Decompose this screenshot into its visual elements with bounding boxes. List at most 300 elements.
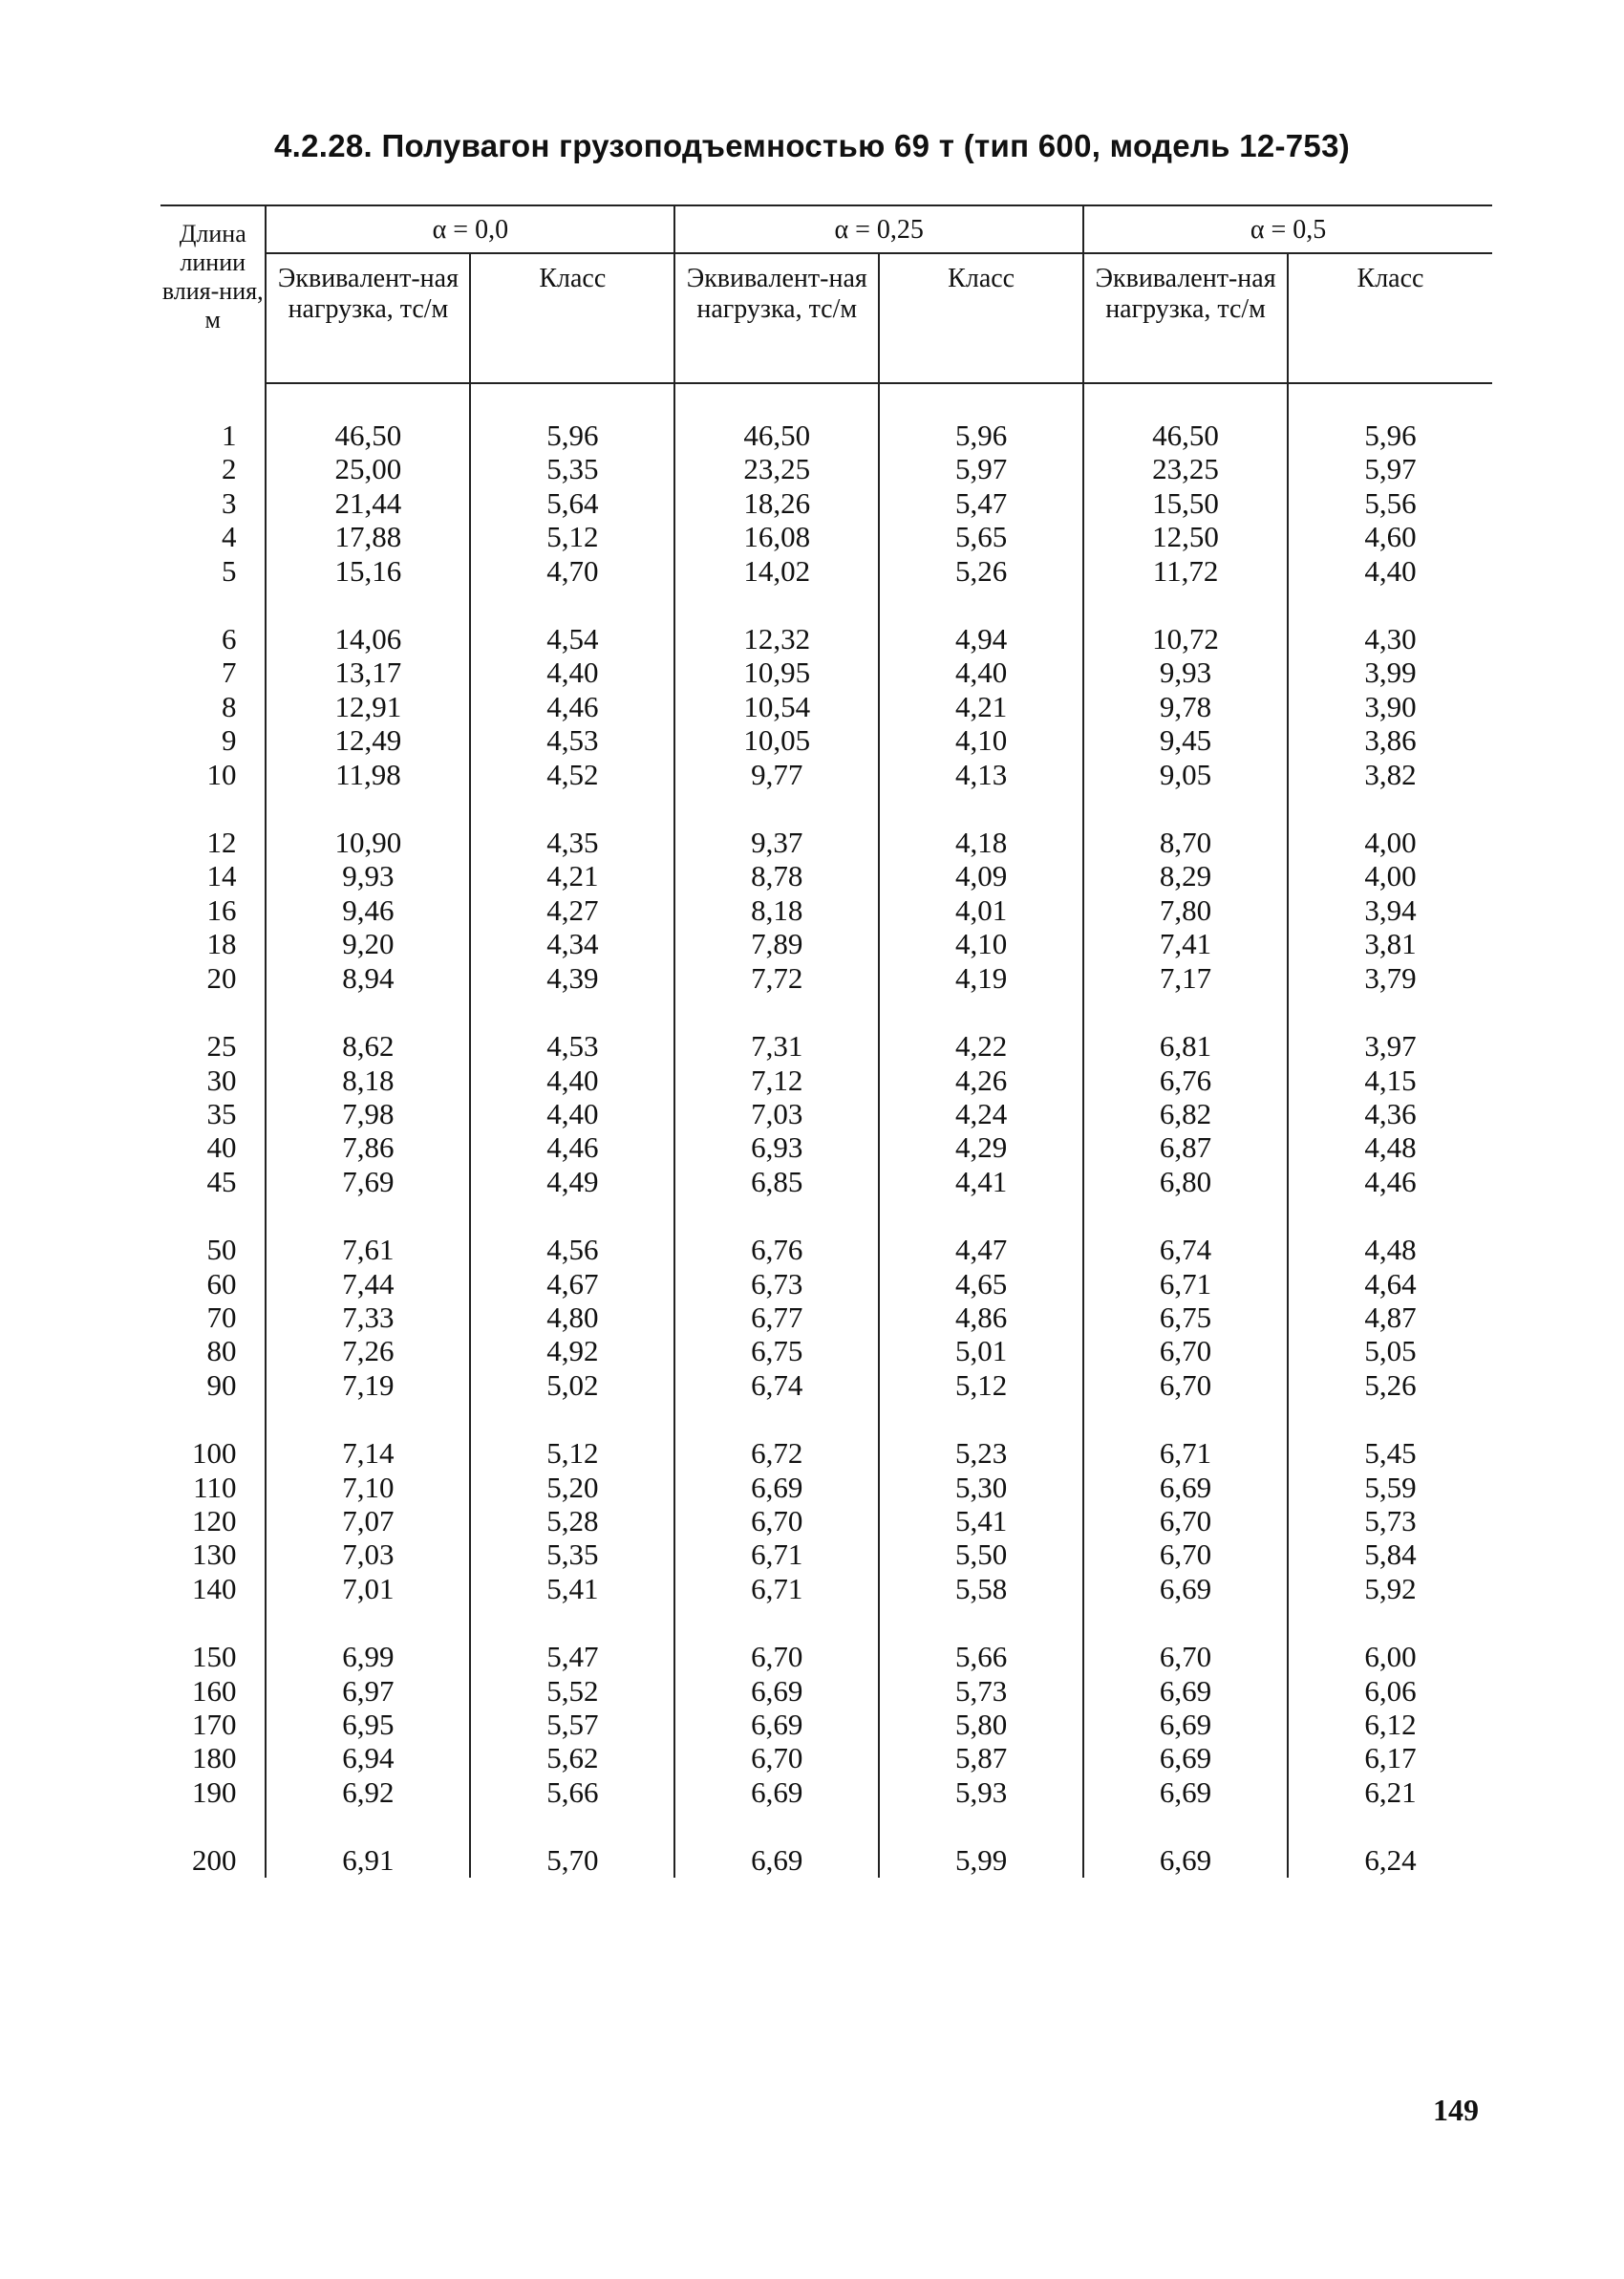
spacer-cell (266, 1402, 470, 1436)
class-cell: 4,24 (879, 1097, 1083, 1130)
class-cell: 4,52 (470, 758, 674, 791)
table-row (160, 826, 1492, 859)
class-cell: 4,80 (470, 1301, 674, 1334)
load-cell: 8,18 (674, 893, 879, 927)
load-cell: 6,85 (674, 1165, 879, 1198)
group-spacer (160, 791, 1492, 826)
class-cell: 4,53 (470, 1029, 674, 1063)
class-cell: 4,56 (470, 1233, 674, 1266)
load-cell: 6,70 (674, 1504, 879, 1537)
load-cell: 21,44 (266, 486, 470, 520)
load-cell: 14,06 (266, 622, 470, 656)
table-row (160, 419, 1492, 452)
load-cell: 8,94 (266, 961, 470, 995)
class-cell: 4,26 (879, 1064, 1083, 1097)
load-cell: 10,72 (1083, 622, 1288, 656)
spacer-cell (879, 1605, 1083, 1640)
length-cell: 8 (160, 690, 266, 723)
class-cell: 3,82 (1364, 757, 1417, 791)
table-row (160, 1741, 1492, 1774)
load-cell: 6,69 (1083, 1471, 1288, 1504)
length-cell: 160 (160, 1674, 266, 1708)
class-cell: 4,67 (470, 1267, 674, 1301)
load-cell: 46,50 (674, 419, 879, 452)
spacer-cell (879, 383, 1083, 419)
load-cell: 9,93 (266, 859, 470, 892)
load-cell: 9,05 (1083, 758, 1288, 791)
class-cell: 4,40 (470, 1097, 674, 1130)
spacer-cell (1288, 1809, 1492, 1843)
length-cell: 150 (160, 1640, 266, 1673)
load-cell: 15,50 (1083, 486, 1288, 520)
class-cell: 6,21 (1364, 1774, 1417, 1809)
class-cell: 4,00 (1364, 859, 1417, 893)
length-cell: 14 (160, 859, 266, 892)
spacer-cell (470, 1198, 674, 1233)
class-cell: 3,97 (1364, 1029, 1417, 1064)
load-cell: 14,02 (674, 554, 879, 588)
class-cell: 4,40 (1364, 553, 1417, 588)
load-cell: 9,20 (266, 927, 470, 960)
load-cell: 6,92 (266, 1775, 470, 1809)
table-row (160, 1471, 1492, 1504)
load-cell: 6,69 (1083, 1741, 1288, 1774)
table-row (160, 859, 1492, 892)
class-cell: 4,48 (1364, 1233, 1417, 1267)
class-cell: 5,01 (879, 1334, 1083, 1367)
load-cell: 7,86 (266, 1130, 470, 1164)
class-cell: 4,40 (470, 1064, 674, 1097)
class-cell: 5,20 (470, 1471, 674, 1504)
class-cell: 5,50 (879, 1537, 1083, 1571)
load-cell: 7,89 (674, 927, 879, 960)
group-spacer (160, 588, 1492, 622)
class-cell: 4,13 (879, 758, 1083, 791)
class-cell: 5,65 (879, 520, 1083, 553)
length-cell: 7 (160, 656, 266, 689)
class-cell: 5,66 (470, 1775, 674, 1809)
spacer-cell (879, 1809, 1083, 1843)
spacer-cell (1288, 1402, 1492, 1436)
length-cell: 18 (160, 927, 266, 960)
spacer-cell (1288, 588, 1492, 622)
load-cell: 7,80 (1083, 893, 1288, 927)
class-cell: 4,64 (1364, 1266, 1417, 1301)
spacer-cell (470, 1402, 674, 1436)
load-cell: 6,91 (266, 1843, 470, 1877)
load-cell: 6,82 (1083, 1097, 1288, 1130)
load-cell: 6,69 (1083, 1843, 1288, 1877)
spacer-cell (1083, 995, 1288, 1029)
length-cell: 170 (160, 1708, 266, 1741)
table-row (160, 1301, 1492, 1334)
length-cell: 30 (160, 1064, 266, 1097)
load-cell: 12,32 (674, 622, 879, 656)
length-cell: 40 (160, 1130, 266, 1164)
load-cell: 6,71 (674, 1572, 879, 1605)
class-column-header: Класс (879, 253, 1083, 383)
length-cell: 100 (160, 1436, 266, 1470)
table-row (160, 520, 1492, 553)
load-cell: 10,05 (674, 723, 879, 757)
table-row (160, 554, 1492, 588)
length-cell: 3 (160, 486, 266, 520)
class-cell: 5,96 (1364, 419, 1417, 452)
table-row (160, 656, 1492, 689)
class-cell: 3,79 (1364, 960, 1417, 995)
class-cell: 5,87 (879, 1741, 1083, 1774)
spacer-cell (1083, 1809, 1288, 1843)
class-cell: 5,35 (470, 1537, 674, 1571)
load-cell: 6,76 (1083, 1064, 1288, 1097)
class-cell: 5,05 (1364, 1334, 1417, 1368)
class-cell: 4,60 (1364, 520, 1417, 554)
class-cell: 4,21 (470, 859, 674, 892)
load-column-header: Эквивалент-ная нагрузка, тс/м (1083, 253, 1288, 383)
class-cell: 5,12 (470, 1436, 674, 1470)
load-cell: 7,19 (266, 1368, 470, 1402)
load-cell: 6,69 (1083, 1708, 1288, 1741)
spacer-cell (674, 1198, 879, 1233)
length-cell: 140 (160, 1572, 266, 1605)
load-cell: 6,94 (266, 1741, 470, 1774)
alpha-group-header: α = 0,5 (1083, 205, 1492, 253)
spacer-cell (160, 1605, 266, 1640)
class-cell: 4,94 (879, 622, 1083, 656)
class-cell: 6,00 (1364, 1640, 1417, 1674)
class-cell: 4,48 (1364, 1130, 1417, 1165)
load-cell: 6,72 (674, 1436, 879, 1470)
class-cell: 5,52 (470, 1674, 674, 1708)
class-cell: 4,49 (470, 1165, 674, 1198)
class-cell: 4,27 (470, 893, 674, 927)
class-cell: 5,23 (879, 1436, 1083, 1470)
group-spacer (160, 995, 1492, 1029)
class-cell: 5,97 (879, 452, 1083, 485)
table-row (160, 1334, 1492, 1367)
class-cell: 5,59 (1364, 1470, 1417, 1504)
class-cell: 4,70 (470, 554, 674, 588)
length-cell: 90 (160, 1368, 266, 1402)
table-row (160, 1436, 1492, 1470)
group-spacer (160, 1605, 1492, 1640)
class-cell: 3,81 (1364, 927, 1417, 961)
load-cell: 6,80 (1083, 1165, 1288, 1198)
spacer-cell (1083, 1198, 1288, 1233)
class-cell: 5,58 (879, 1572, 1083, 1605)
load-cell: 6,70 (674, 1741, 879, 1774)
length-cell: 16 (160, 893, 266, 927)
load-cell: 7,31 (674, 1029, 879, 1063)
load-cell: 6,69 (1083, 1572, 1288, 1605)
length-cell: 120 (160, 1504, 266, 1537)
spacer-cell (879, 1402, 1083, 1436)
table-body (160, 383, 1492, 1878)
load-cell: 6,69 (674, 1708, 879, 1741)
load-cell: 6,70 (1083, 1368, 1288, 1402)
spacer-cell (1083, 791, 1288, 826)
spacer-cell (1288, 791, 1492, 826)
class-cell: 4,35 (470, 826, 674, 859)
length-column-header: Длина линии влия-ния, м (160, 205, 266, 383)
spacer-cell (674, 1605, 879, 1640)
class-cell: 3,94 (1364, 892, 1417, 927)
length-cell: 180 (160, 1741, 266, 1774)
length-cell: 25 (160, 1029, 266, 1063)
load-cell: 7,72 (674, 961, 879, 995)
table-row (160, 1504, 1492, 1537)
length-cell: 6 (160, 622, 266, 656)
length-cell: 70 (160, 1301, 266, 1334)
table-row (160, 893, 1492, 927)
table-row (160, 758, 1492, 791)
load-cell: 7,41 (1083, 927, 1288, 960)
class-cell: 5,12 (470, 520, 674, 553)
class-cell: 5,41 (879, 1504, 1083, 1537)
alpha-group-header: α = 0,0 (266, 205, 674, 253)
spacer-cell (160, 1198, 266, 1233)
spacer-cell (160, 383, 266, 419)
spacer-cell (879, 995, 1083, 1029)
length-cell: 9 (160, 723, 266, 757)
load-cell: 6,99 (266, 1640, 470, 1673)
table-row (160, 961, 1492, 995)
load-cell: 6,70 (1083, 1504, 1288, 1537)
load-cell: 8,78 (674, 859, 879, 892)
class-cell: 4,39 (470, 961, 674, 995)
class-cell: 5,41 (470, 1572, 674, 1605)
load-cell: 16,08 (674, 520, 879, 553)
class-cell: 5,97 (1364, 452, 1417, 486)
spacer-cell (470, 1605, 674, 1640)
load-cell: 8,70 (1083, 826, 1288, 859)
class-cell: 4,47 (879, 1233, 1083, 1266)
class-cell: 4,10 (879, 927, 1083, 960)
load-cell: 6,71 (1083, 1267, 1288, 1301)
class-cell: 4,46 (1364, 1164, 1417, 1198)
load-cell: 6,70 (1083, 1334, 1288, 1367)
class-cell: 6,24 (1364, 1843, 1417, 1878)
alpha-group-header: α = 0,25 (674, 205, 1083, 253)
load-cell: 6,71 (674, 1537, 879, 1571)
table-row (160, 1674, 1492, 1708)
class-cell: 5,56 (1364, 485, 1417, 520)
class-cell: 4,30 (1364, 622, 1417, 656)
table-row (160, 1537, 1492, 1571)
class-cell: 3,86 (1364, 723, 1417, 758)
spacer-cell (674, 383, 879, 419)
load-cell: 7,17 (1083, 961, 1288, 995)
load-cell: 6,75 (674, 1334, 879, 1367)
load-cell: 10,90 (266, 826, 470, 859)
spacer-cell (1083, 1605, 1288, 1640)
load-cell: 6,75 (1083, 1301, 1288, 1334)
length-cell: 50 (160, 1233, 266, 1266)
load-cell: 6,69 (674, 1471, 879, 1504)
class-cell: 4,29 (879, 1130, 1083, 1164)
class-cell: 5,26 (879, 554, 1083, 588)
load-cell: 9,93 (1083, 656, 1288, 689)
spacer-cell (160, 791, 266, 826)
spacer-cell (1288, 995, 1492, 1029)
class-cell: 4,22 (879, 1029, 1083, 1063)
table-row (160, 927, 1492, 960)
load-cell: 10,54 (674, 690, 879, 723)
load-cell: 6,73 (674, 1267, 879, 1301)
length-cell: 10 (160, 758, 266, 791)
class-cell: 5,62 (470, 1741, 674, 1774)
spacer-cell (160, 1402, 266, 1436)
length-cell: 5 (160, 554, 266, 588)
load-cell: 23,25 (1083, 452, 1288, 485)
class-cell: 5,28 (470, 1504, 674, 1537)
length-cell: 35 (160, 1097, 266, 1130)
class-cell: 5,92 (1364, 1571, 1417, 1605)
table-row (160, 1029, 1492, 1063)
load-cell: 7,61 (266, 1233, 470, 1266)
table-row (160, 1843, 1492, 1877)
class-cell: 4,65 (879, 1267, 1083, 1301)
load-cell: 6,87 (1083, 1130, 1288, 1164)
class-cell: 4,09 (879, 859, 1083, 892)
class-cell: 5,70 (470, 1843, 674, 1877)
spacer-cell (1083, 588, 1288, 622)
class-cell: 4,01 (879, 893, 1083, 927)
load-cell: 6,69 (1083, 1775, 1288, 1809)
class-cell: 4,40 (879, 656, 1083, 689)
spacer-cell (160, 588, 266, 622)
load-cell: 11,98 (266, 758, 470, 791)
table-row (160, 622, 1492, 656)
length-cell: 130 (160, 1537, 266, 1571)
class-cell: 5,45 (1364, 1436, 1417, 1471)
load-cell: 9,46 (266, 893, 470, 927)
load-cell: 6,81 (1083, 1029, 1288, 1063)
group-spacer (160, 383, 1492, 419)
class-cell: 3,90 (1364, 689, 1417, 723)
load-cell: 23,25 (674, 452, 879, 485)
class-cell: 5,47 (879, 486, 1083, 520)
table-row (160, 1572, 1492, 1605)
load-cell: 9,78 (1083, 690, 1288, 723)
load-cell: 7,01 (266, 1572, 470, 1605)
class-cell: 4,34 (470, 927, 674, 960)
spacer-cell (266, 791, 470, 826)
load-cell: 6,71 (1083, 1436, 1288, 1470)
spacer-cell (266, 1809, 470, 1843)
table-row (160, 1368, 1492, 1402)
spacer-cell (674, 791, 879, 826)
spacer-cell (470, 588, 674, 622)
load-cell: 7,07 (266, 1504, 470, 1537)
spacer-cell (1083, 383, 1288, 419)
class-cell: 5,96 (470, 419, 674, 452)
spacer-cell (674, 1402, 879, 1436)
class-cell: 5,80 (879, 1708, 1083, 1741)
class-cell: 4,36 (1364, 1096, 1417, 1130)
load-cell: 6,74 (674, 1368, 879, 1402)
load-cell: 6,70 (1083, 1537, 1288, 1571)
load-cell: 7,33 (266, 1301, 470, 1334)
table-row (160, 690, 1492, 723)
spacer-cell (674, 995, 879, 1029)
class-cell: 5,12 (879, 1368, 1083, 1402)
load-cell: 6,69 (674, 1843, 879, 1877)
spacer-cell (1288, 1198, 1492, 1233)
spacer-cell (470, 383, 674, 419)
spacer-cell (1083, 1402, 1288, 1436)
class-cell: 4,40 (470, 656, 674, 689)
length-cell: 4 (160, 520, 266, 553)
load-cell: 12,49 (266, 723, 470, 757)
spacer-cell (160, 1809, 266, 1843)
length-cell: 60 (160, 1267, 266, 1301)
length-cell: 20 (160, 961, 266, 995)
table-row (160, 1233, 1492, 1266)
class-cell: 5,64 (470, 486, 674, 520)
class-cell: 4,00 (1364, 826, 1417, 860)
class-cell: 4,87 (1364, 1300, 1417, 1334)
table-row (160, 1130, 1492, 1164)
class-cell: 5,93 (879, 1775, 1083, 1809)
length-cell: 110 (160, 1471, 266, 1504)
class-cell: 4,15 (1364, 1063, 1417, 1097)
spacer-cell (470, 791, 674, 826)
load-cell: 8,29 (1083, 859, 1288, 892)
load-cell: 8,18 (266, 1064, 470, 1097)
load-cell: 13,17 (266, 656, 470, 689)
spacer-cell (266, 1605, 470, 1640)
class-cell: 4,10 (879, 723, 1083, 757)
table-row (160, 1267, 1492, 1301)
load-cell: 7,12 (674, 1064, 879, 1097)
class-column-header: Класс (1288, 253, 1492, 383)
length-cell: 45 (160, 1165, 266, 1198)
class-cell: 4,41 (879, 1165, 1083, 1198)
load-cell: 15,16 (266, 554, 470, 588)
load-cell: 9,45 (1083, 723, 1288, 757)
class-cell: 4,54 (470, 622, 674, 656)
table-row (160, 486, 1492, 520)
load-cell: 6,97 (266, 1674, 470, 1708)
load-cell: 17,88 (266, 520, 470, 553)
load-cell: 7,44 (266, 1267, 470, 1301)
spacer-cell (266, 995, 470, 1029)
class-cell: 4,92 (470, 1334, 674, 1367)
spacer-cell (879, 588, 1083, 622)
load-cell: 9,37 (674, 826, 879, 859)
spacer-cell (160, 995, 266, 1029)
page-title: 4.2.28. Полувагон грузоподъемностью 69 т (тип 600, модель 12-753) (273, 128, 1351, 163)
class-cell: 5,73 (1364, 1503, 1417, 1537)
class-cell: 4,46 (470, 690, 674, 723)
load-cell: 6,77 (674, 1301, 879, 1334)
load-cell: 10,95 (674, 656, 879, 689)
length-cell: 200 (160, 1843, 266, 1877)
table-row (160, 1097, 1492, 1130)
table-row (160, 1640, 1492, 1673)
spacer-cell (266, 383, 470, 419)
load-cell: 11,72 (1083, 554, 1288, 588)
load-cell: 7,69 (266, 1165, 470, 1198)
table-row (160, 452, 1492, 485)
length-cell: 12 (160, 826, 266, 859)
load-cell: 6,93 (674, 1130, 879, 1164)
table-row (160, 1165, 1492, 1198)
load-cell: 6,69 (674, 1775, 879, 1809)
load-cell: 8,62 (266, 1029, 470, 1063)
spacer-cell (470, 1809, 674, 1843)
